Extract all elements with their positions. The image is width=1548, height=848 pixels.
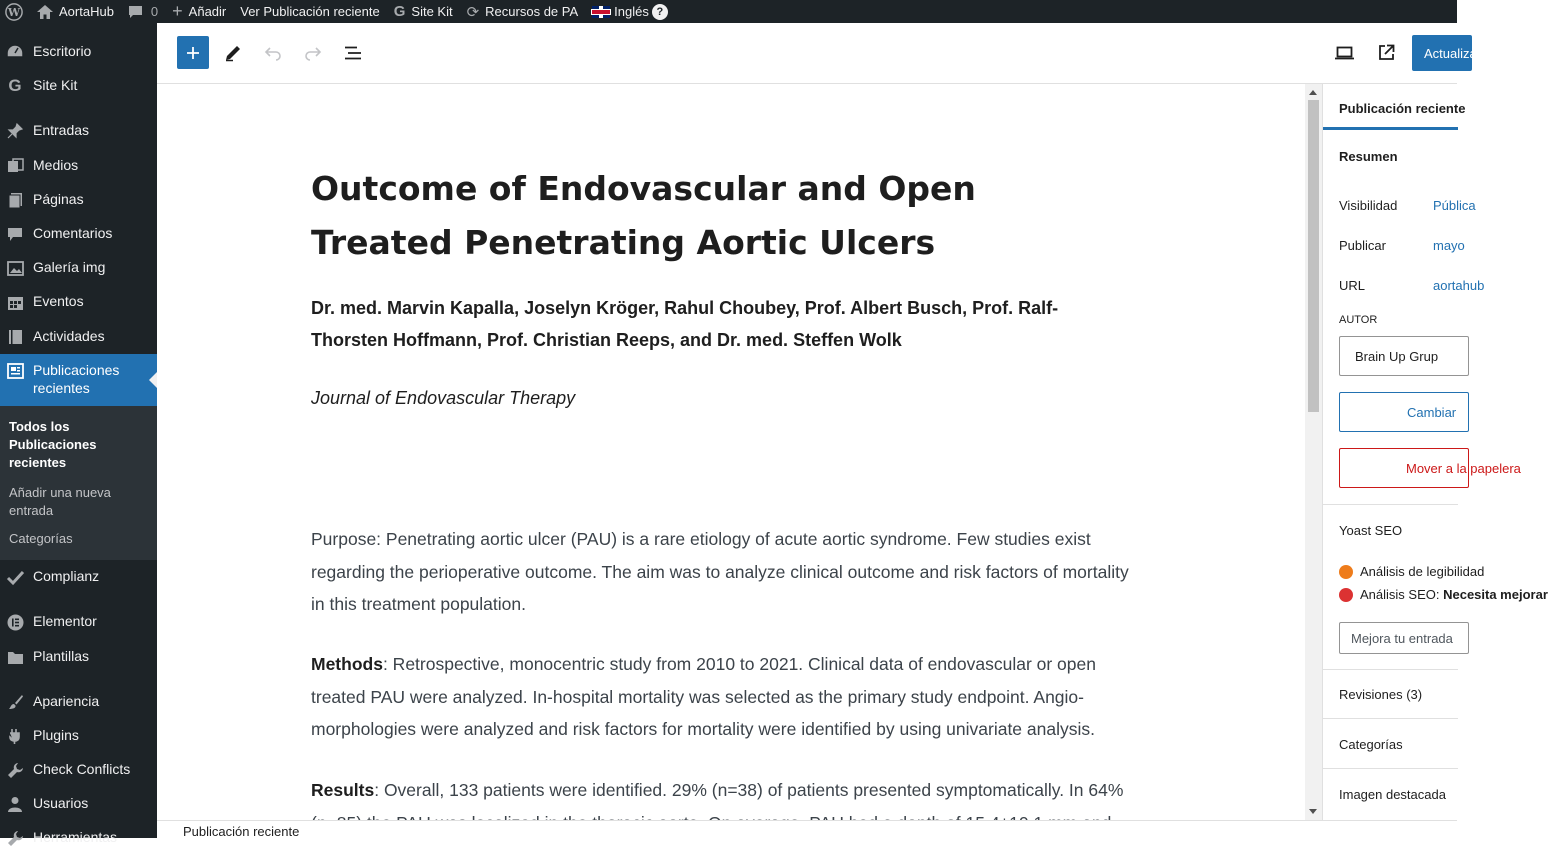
preview-button[interactable] (1328, 36, 1360, 69)
resources-link[interactable] (460, 0, 586, 23)
wrench-icon (5, 760, 25, 780)
comment-bubble-icon (128, 5, 143, 19)
sidebar-item-site-kit[interactable] (0, 76, 157, 96)
sidebar-item-galeria[interactable] (0, 258, 157, 278)
settings-sidebar (1322, 84, 1548, 820)
plugin-icon (5, 726, 25, 746)
sidebar-item-plugins[interactable] (0, 726, 157, 746)
scroll-down-arrow-icon[interactable] (1309, 809, 1317, 814)
sidebar-item-label: Actividades (33, 328, 105, 344)
readability-row (1339, 564, 1484, 579)
submenu-item-all[interactable]: Todos los Publicaciones recientes (9, 419, 97, 470)
results-label: Results (311, 780, 375, 800)
sidebar-item-label: Medios (33, 157, 79, 173)
scroll-thumb[interactable] (1308, 100, 1319, 412)
sidebar-item-check-conflicts[interactable] (0, 760, 157, 780)
sad-face-icon (1339, 588, 1353, 602)
language-label: Inglés (614, 4, 649, 19)
url-toggle[interactable]: aortahub (1433, 278, 1485, 293)
author-select[interactable]: Brain Up Grup (1339, 336, 1469, 376)
tools-icon (5, 828, 25, 848)
add-new-label: Añadir (188, 4, 227, 19)
desktop-icon (1335, 46, 1354, 60)
publish-label: Publicar (1339, 238, 1386, 253)
comments-link[interactable] (121, 0, 165, 23)
sidebar-item-label: Check Conflicts (33, 761, 131, 777)
sidebar-item-paginas[interactable] (0, 190, 157, 210)
wordpress-icon (5, 3, 23, 21)
svg-text:W: W (7, 5, 21, 19)
publish-date-toggle[interactable]: mayo (1433, 238, 1465, 253)
featured-image-panel-title[interactable]: Imagen destacada (1339, 787, 1446, 802)
sidebar-item-usuarios[interactable] (0, 794, 157, 814)
redo-button[interactable] (297, 36, 329, 69)
sidebar-item-complianz[interactable] (0, 567, 157, 587)
sidebar-item-label: Site Kit (33, 77, 78, 93)
editor-toolbar (157, 23, 1482, 84)
tab-post[interactable] (1323, 84, 1466, 130)
sidebar-item-entradas[interactable] (0, 121, 157, 141)
sidebar-item-label: Comentarios (33, 225, 113, 241)
gallery-icon (5, 258, 25, 278)
divider (1323, 768, 1458, 769)
scroll-up-arrow-icon[interactable] (1309, 90, 1317, 95)
sidebar-item-label: Plantillas (33, 648, 90, 664)
calendar-icon (5, 292, 25, 312)
update-button[interactable]: Actualizar (1412, 35, 1472, 71)
plus-icon (186, 46, 200, 60)
site-name-link[interactable] (30, 0, 121, 23)
home-icon (37, 5, 53, 19)
summary-panel-title[interactable]: Resumen (1339, 149, 1398, 164)
pages-icon (5, 190, 25, 210)
paragraph-methods[interactable] (311, 648, 1141, 746)
google-icon: G (8, 76, 22, 95)
paragraph-purpose[interactable]: Purpose: Penetrating aortic ulcer (PAU) is a rare etiology of acute aortic syndrome. Few studies exist regarding the perioperative outcome. The aim was to analyze clinical outcome and risk factors of mortality in this treatment population. (311, 529, 1129, 614)
pencil-icon (225, 45, 241, 61)
methods-text: : Retrospective, monocentric study from 2010 to 2021. Clinical data of endovascular or open treated PAU were analyzed. In-hospital mortality was selected as the primary study endpoint. Angio-morphologies were analyzed and risk factors for mortality were identified by using univariate analysis. (311, 654, 1096, 739)
tools-button[interactable] (217, 36, 249, 69)
admin-bar (0, 0, 1457, 23)
move-to-trash-button[interactable]: Mover a la papelera (1339, 448, 1469, 488)
sidebar-item-actividades[interactable] (0, 327, 157, 347)
sidebar-item-label: Eventos (33, 293, 84, 309)
sidebar-item-eventos[interactable] (0, 292, 157, 312)
yoast-panel-title[interactable]: Yoast SEO (1339, 523, 1403, 538)
divider (1323, 504, 1458, 505)
site-kit-link[interactable] (387, 0, 460, 23)
dashboard-icon (5, 42, 25, 62)
sidebar-item-label: Usuarios (33, 795, 89, 811)
brush-icon (5, 692, 25, 712)
block-breadcrumb-bar (157, 820, 1457, 838)
sidebar-item-plantillas[interactable] (0, 647, 157, 667)
seo-analysis-label: Análisis SEO: (1360, 587, 1444, 602)
view-post-link[interactable] (233, 0, 386, 23)
language-switcher[interactable] (585, 0, 675, 23)
redo-icon (304, 46, 322, 60)
media-icon (5, 156, 25, 176)
folder-icon (5, 647, 25, 667)
divider (1323, 718, 1458, 719)
elementor-icon (5, 612, 25, 632)
wordpress-logo-button[interactable] (0, 0, 30, 23)
post-title[interactable]: Outcome of Endovascular and Open Treated Penetrating Aortic Ulcers (311, 169, 976, 262)
sidebar-item-label: Entradas (33, 122, 90, 138)
visibility-toggle[interactable]: Pública (1433, 198, 1476, 213)
sidebar-item-label: Elementor (33, 613, 97, 629)
check-icon (5, 567, 25, 587)
seo-analysis-row (1339, 587, 1548, 602)
list-view-icon (344, 46, 362, 60)
post-journal[interactable]: Journal of Endovascular Therapy (311, 388, 576, 408)
sidebar-item-apariencia[interactable] (0, 692, 157, 712)
improve-post-button[interactable]: Mejora tu entrada (1339, 622, 1469, 654)
refresh-icon: ⟳ (466, 3, 480, 21)
sidebar-item-label: Publicaciones recientes (33, 362, 120, 396)
uk-flag-icon (592, 6, 610, 18)
url-label: URL (1339, 278, 1366, 293)
divider (1323, 669, 1458, 670)
book-icon (5, 327, 25, 347)
categories-panel-title[interactable]: Categorías (1339, 737, 1403, 752)
sidebar-item-elementor[interactable] (0, 612, 157, 632)
submenu-item-add-new[interactable]: Añadir una nueva entrada (9, 485, 111, 518)
plus-icon: + (172, 1, 183, 21)
sidebar-item-herramientas[interactable] (0, 828, 157, 848)
add-new-menu[interactable] (165, 0, 233, 23)
user-icon (5, 794, 25, 814)
undo-icon (264, 46, 282, 60)
sidebar-item-label: Apariencia (33, 693, 100, 709)
sidebar-item-comentarios[interactable] (0, 224, 157, 244)
post-authors[interactable]: Dr. med. Marvin Kapalla, Joselyn Kröger, Rahul Choubey, Prof. Albert Busch, Prof. Ralf-Thorsten Hoffmann, Prof. Christian Reeps, and Dr. med. Steffen Wolk (311, 298, 1059, 350)
resources-label: Recursos de PA (485, 4, 579, 19)
sidebar-item-label: Herramientas (33, 829, 118, 845)
methods-label: Methods (311, 654, 383, 674)
sidebar-item-label: Páginas (33, 191, 84, 207)
document-overview-button[interactable] (337, 36, 369, 69)
view-post-label: Ver Publicación reciente (240, 4, 380, 19)
sidebar-item-label: Complianz (33, 568, 100, 584)
submenu (0, 406, 157, 560)
sidebar-item-label: Escritorio (33, 43, 92, 59)
neutral-face-icon (1339, 565, 1353, 579)
active-indicator (149, 372, 157, 388)
view-post-button[interactable] (1370, 36, 1402, 69)
sidebar-item-escritorio[interactable] (0, 42, 157, 62)
tab-post-label: Publicación reciente (1339, 101, 1466, 116)
external-link-icon (1378, 44, 1395, 61)
pin-icon (5, 121, 25, 141)
sidebar-item-label: Plugins (33, 727, 79, 743)
publications-icon (5, 361, 25, 381)
comment-count: 0 (150, 4, 159, 19)
undo-button[interactable] (257, 36, 289, 69)
sidebar-item-medios[interactable] (0, 156, 157, 176)
revisions-link[interactable]: Revisiones (3) (1339, 687, 1423, 702)
author-label: AUTOR (1339, 314, 1378, 326)
breadcrumb[interactable]: Publicación reciente (183, 824, 300, 839)
google-icon: G (393, 3, 406, 20)
submenu-item-categories[interactable]: Categorías (9, 531, 73, 546)
site-name: AortaHub (59, 4, 114, 19)
block-inserter-button[interactable] (177, 36, 209, 69)
readability-label: Análisis de legibilidad (1360, 564, 1485, 579)
help-icon[interactable]: ? (652, 4, 668, 20)
results-text: : Overall, 133 patients were identified. 29% (n=38) of patients presented symptomatically. In 64% (374, 780, 1124, 800)
sidebar-item-label: Galería img (33, 259, 106, 275)
visibility-label: Visibilidad (1339, 198, 1398, 213)
seo-analysis-value: Necesita mejorar (1443, 587, 1548, 602)
canvas-scrollbar[interactable] (1305, 84, 1322, 820)
switch-to-draft-button[interactable]: Cambiar (1339, 392, 1469, 432)
sidebar-item-publicaciones[interactable] (0, 354, 157, 406)
site-kit-label: Site Kit (411, 4, 453, 19)
editor-canvas[interactable] (157, 84, 1305, 820)
admin-sidebar (0, 23, 157, 845)
comment-icon (5, 224, 25, 244)
